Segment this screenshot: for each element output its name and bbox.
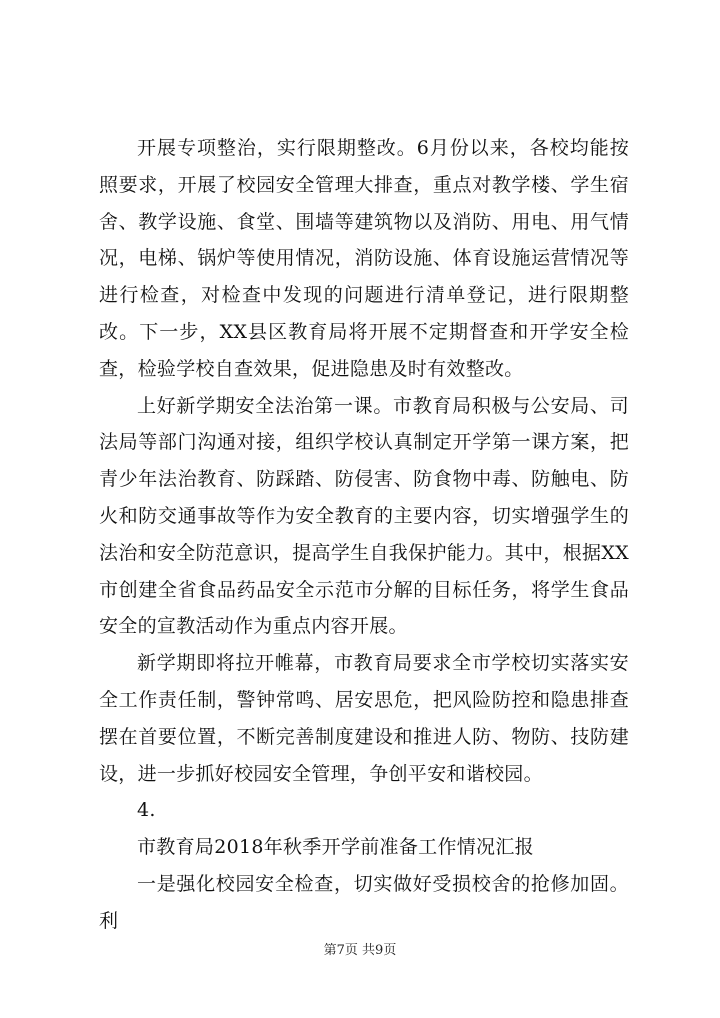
paragraph-1: 开展专项整治，实行限期整改。6月份以来，各校均能按照要求，开展了校园安全管理大排查，重点对教学楼、学生宿舍、教学设施、食堂、围墙等建筑物以及消防、用电、用气情况，电梯、锅炉等使用情况，消防设施、体育设施运营情况等进行检查，对检查中发现的问题进行清单登记，进行限期整改。下一步，XX县区教育局将开展不定期督查和开学安全检查，检验学校自查效果，促进隐患及时有效整改。 (99, 137, 629, 380)
paragraph-2: 上好新学期安全法治第一课。市教育局积极与公安局、司法局等部门沟通对接，组织学校认真制定开学第一课方案，把青少年法治教育、防踩踏、防侵害、防食物中毒、防触电、防火和防交通事故等作为安全教育的主要内容，切实增强学生的法治和安全防范意识，提高学生自我保护能力。其中，根据XX市创建全省食品药品安全示范市分解的目标任务，将学生食品安全的宣教活动作为重点内容开展。 (99, 394, 629, 638)
paragraph-4: 一是强化校园安全检查，切实做好受损校舍的抢修加固。利 (99, 872, 629, 932)
page-footer: 第7页 共9页 (323, 943, 397, 958)
paragraph-3: 新学期即将拉开帷幕，市教育局要求全市学校切实落实安全工作责任制，警钟常鸣、居安思危，把风险防控和隐患排查摆在首要位置，不断完善制度建设和推进人防、物防、技防建设，进一步抓好校园安全管理，争创平安和谐校园。 (99, 652, 629, 785)
section-number: 4. (137, 799, 156, 822)
section-title: 市教育局2018年秋季开学前准备工作情况汇报 (137, 836, 534, 859)
document-body (99, 130, 629, 940)
